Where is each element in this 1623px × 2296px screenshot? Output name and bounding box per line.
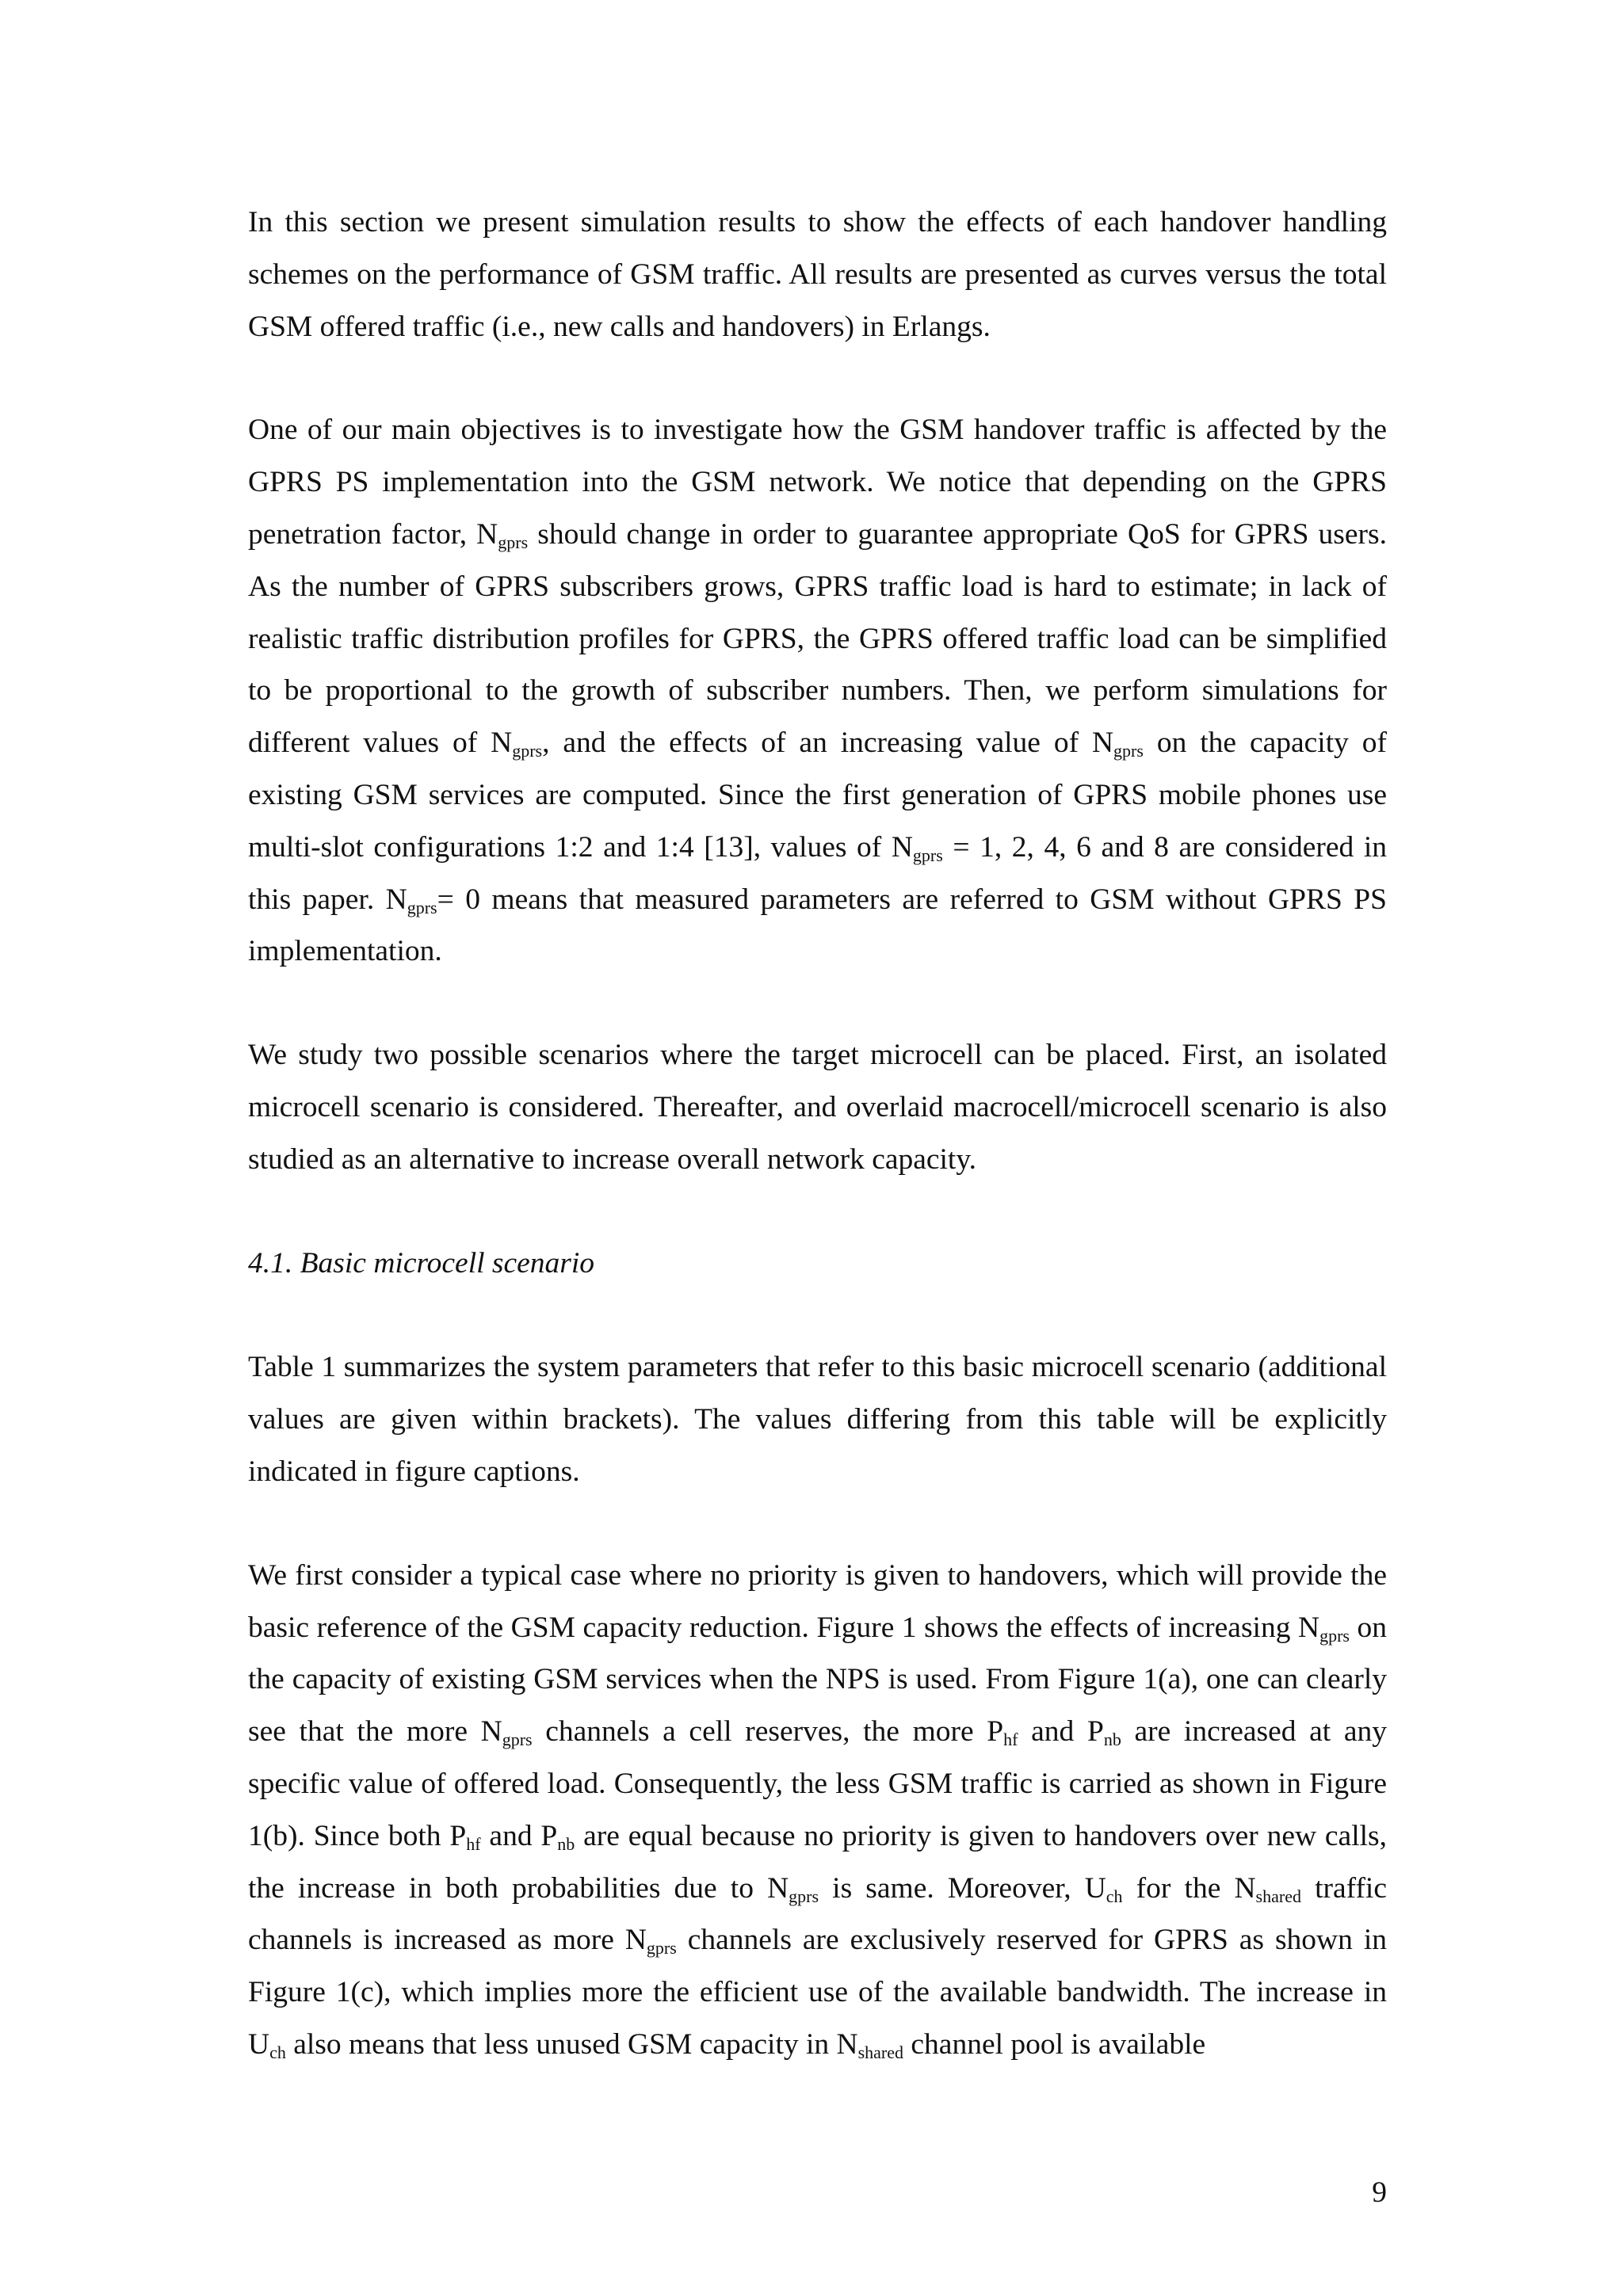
paragraph-results: We first consider a typical case where no priority is given to handovers, which will provide the basic reference of the GSM capacity reduction. Figure 1 shows the effects of increasing $N_{gprs}$ on the capacity of existing GSM services when the NPS is used. From Figure 1(a), one can clearly see that the more $N_{gprs}$ channels a cell reserves, the more $P_{hf}$ and $P_{nb}$ are increased at any specific value of offered load. Consequently, the less GSM traffic is carried as shown in Figure 1(b). Since both $P_{hf}$ and $P_{nb}$ are equal because no priority is given to handovers over new calls, the increase in both probabilities due to $N_{gprs}$ is same. Moreover, $U_{ch}$ for the $N_{shared}$ traffic channels is increased as more $N_{gprs}$ channels are exclusively reserved for GPRS as shown in Figure 1(c), which implies more the efficient use of the available bandwidth. The increase in $U_{ch}$ also means that less unused GSM capacity in $N_{shared}$ channel pool is available bbox=[248, 1558, 1388, 2062]
page-body bbox=[248, 196, 1387, 2071]
subscript: gprs bbox=[646, 1938, 677, 1958]
subscript: ch bbox=[269, 2042, 286, 2062]
subscript: shared bbox=[857, 2042, 904, 2062]
paragraph-table-summary: Table 1 summarizes the system parameters that refer to this basic microcell scenario (additional values are given within brackets). The values differing from this table will be explicitly indicated in figure captions. bbox=[248, 1351, 1387, 1488]
paragraph-objectives: One of our main objectives is to investigate how the GSM handover traffic is affected by the GPRS PS implementation into the GSM network. We notice that depending on the GPRS penetration factor, $N_{gprs}$ should change in order to guarantee appropriate QoS for GPRS users. As the number of GPRS subscribers grows, GPRS traffic load is hard to estimate; in lack of realistic traffic distribution profiles for GPRS, the GPRS offered traffic load can be simplified to be proportional to the growth of subscriber numbers. Then, we perform simulations for different values of $N_{gprs}$, and the effects of an increasing value of $N_{gprs}$ on the capacity of existing GSM services are computed. Since the first generation of GPRS mobile phones use multi-slot configurations 1:2 and 1:4 [13], values of $N_{gprs} = 1$, 2, 4, 6 and 8 are considered in this paper. $N_{gprs}= 0$ means that measured parameters are referred to GSM without GPRS PS implementation. bbox=[248, 414, 1387, 968]
subscript: gprs bbox=[789, 1886, 819, 1906]
subscript: nb bbox=[557, 1833, 575, 1854]
subscript: gprs bbox=[407, 897, 437, 917]
page-number: 9 bbox=[1372, 2176, 1387, 2209]
subscript: gprs bbox=[498, 532, 529, 552]
subscript: gprs bbox=[1113, 741, 1144, 761]
subscript: nb bbox=[1103, 1730, 1121, 1750]
subscript: gprs bbox=[912, 845, 943, 865]
subscript: gprs bbox=[502, 1730, 533, 1750]
subscript: hf bbox=[466, 1833, 481, 1854]
paragraph-intro: In this section we present simulation results to show the effects of each handover handling schemes on the performance of GSM traffic. All results are presented as curves versus the total GSM offered traffic (i.e., new calls and handovers) in Erlangs. bbox=[248, 206, 1387, 343]
subscript: hf bbox=[1003, 1730, 1018, 1750]
subscript: shared bbox=[1255, 1886, 1301, 1906]
section-heading: 4.1. Basic microcell scenario bbox=[248, 1246, 595, 1280]
subscript: ch bbox=[1106, 1886, 1123, 1906]
subscript: gprs bbox=[512, 741, 543, 761]
subscript: gprs bbox=[1319, 1625, 1350, 1646]
paragraph-scenarios: We study two possible scenarios where the target microcell can be placed. First, an isolated microcell scenario is considered. Thereafter, and overlaid macrocell/microcell scenario is also studied as an alternative to increase overall network capacity. bbox=[248, 1039, 1387, 1176]
